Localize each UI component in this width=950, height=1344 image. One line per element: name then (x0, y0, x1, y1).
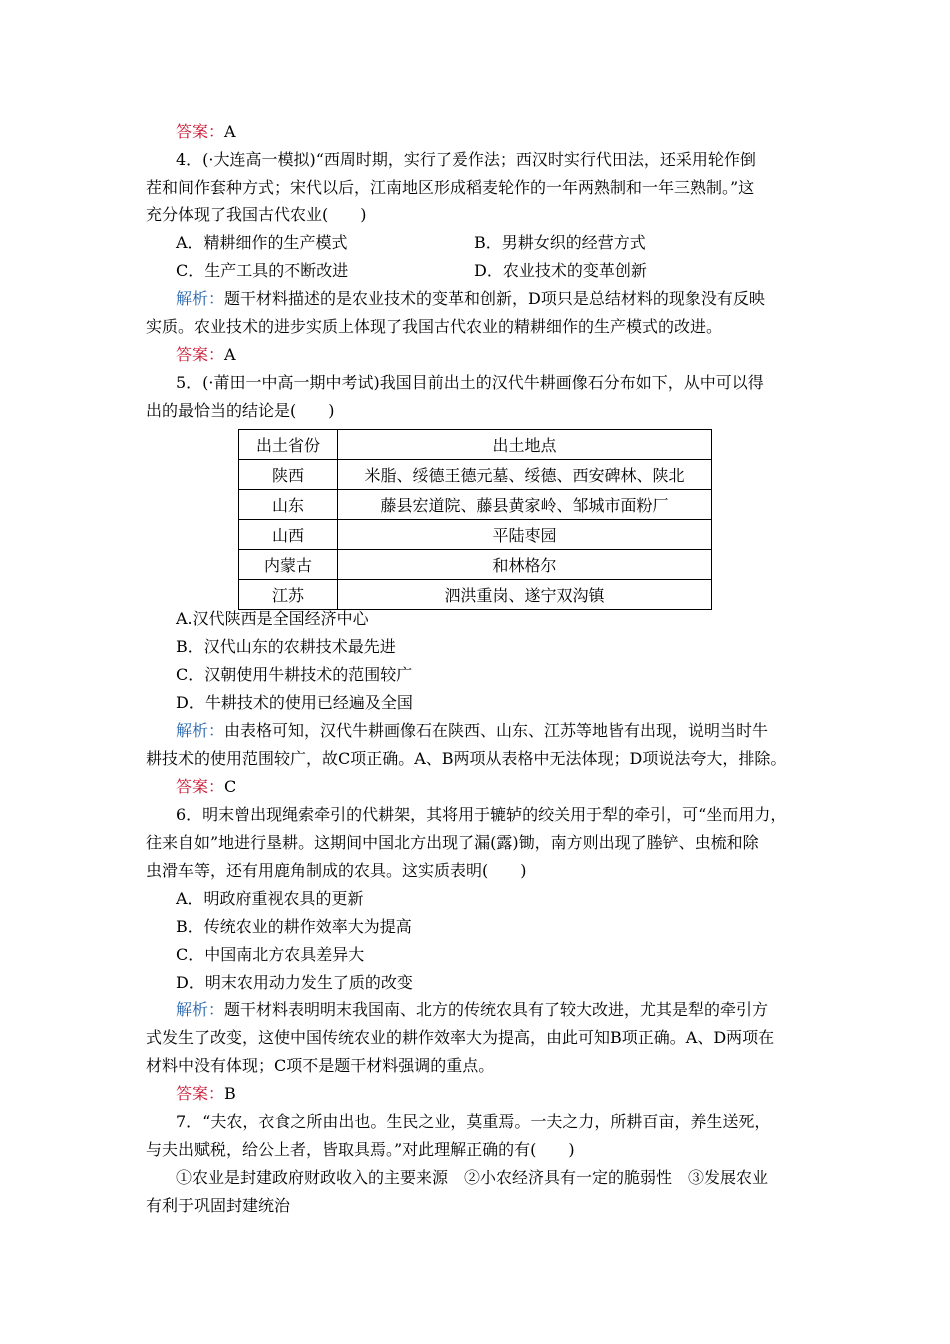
answer-value: C (224, 777, 237, 796)
table-cell-province: 内蒙古 (239, 550, 338, 580)
answer-label: 答案： (176, 122, 225, 141)
analysis-text-line-2: 式发生了改变，这使中国传统农业的耕作效率大为提高，由此可知B项正确。A、D两项在 (146, 1028, 775, 1047)
table-row (239, 460, 712, 490)
question-5-line-2: 出的最恰当的结论是( ) (146, 401, 335, 420)
answer-value: A (224, 345, 236, 364)
analysis-label: 解析： (176, 721, 225, 740)
option-a: A．精耕细作的生产模式 (176, 233, 348, 252)
table-header-province: 出土省份 (239, 430, 338, 460)
option-c: C．汉朝使用牛耕技术的范围较广 (176, 665, 413, 684)
option-d: D．牛耕技术的使用已经遍及全国 (176, 693, 413, 712)
excavation-table (238, 429, 712, 610)
question-6-line-1: 6．明末曾出现绳索牵引的代耕架，其将用于辘轳的绞关用于犁的牵引，可“坐而用力， (176, 805, 787, 824)
question-6-line-2: 往来自如”地进行垦耕。这期间中国北方出现了漏(露)锄，南方则出现了塍铲、虫梳和除 (146, 833, 759, 852)
question-7-items-line-1: ①农业是封建政府财政收入的主要来源 ②小农经济具有一定的脆弱性 ③发展农业 (176, 1168, 769, 1187)
option-a: A．明政府重视农具的更新 (176, 889, 364, 908)
question-4-line-2: 茬和间作套种方式；宋代以后，江南地区形成稻麦轮作的一年两熟制和一年三熟制。”这 (146, 178, 755, 197)
answer-row (176, 344, 236, 366)
answer-label: 答案： (176, 345, 225, 364)
table-header-row (239, 430, 712, 460)
answer-value: A (224, 122, 236, 141)
question-5-line-1: 5．(·莆田一中高一期中考试)我国目前出土的汉代牛耕画像石分布如下，从中可以得 (176, 373, 764, 392)
table-cell-province: 江苏 (239, 580, 338, 610)
analysis-row (176, 999, 768, 1021)
table-cell-province: 山西 (239, 520, 338, 550)
analysis-row (176, 288, 765, 310)
analysis-text: 题干材料表明明末我国南、北方的传统农具有了较大改进，尤其是犁的牵引方 (224, 1000, 769, 1019)
table-row (239, 490, 712, 520)
option-c: C．生产工具的不断改进 (176, 261, 349, 280)
option-b: B．汉代山东的农耕技术最先进 (176, 637, 396, 656)
table-cell-province: 陕西 (239, 460, 338, 490)
table-cell-province: 山东 (239, 490, 338, 520)
question-7-line-1: 7．“夫农，衣食之所由出也。生民之业，莫重焉。一夫之力，所耕百亩，养生送死， (176, 1112, 771, 1131)
answer-row (176, 121, 236, 143)
answer-label: 答案： (176, 1084, 225, 1103)
option-b: B．男耕女织的经营方式 (474, 233, 646, 252)
option-b: B．传统农业的耕作效率大为提高 (176, 917, 412, 936)
option-c: C．中国南北方农具差异大 (176, 945, 365, 964)
question-7-items-line-2: 有利于巩固封建统治 (146, 1196, 291, 1215)
analysis-label: 解析： (176, 289, 225, 308)
question-4-line-3: 充分体现了我国古代农业( ) (146, 205, 367, 224)
analysis-text-line-3: 材料中没有体现；C项不是题干材料强调的重点。 (146, 1056, 495, 1075)
analysis-text: 由表格可知，汉代牛耕画像石在陕西、山东、江苏等地皆有出现，说明当时牛 (224, 721, 769, 740)
table-row (239, 550, 712, 580)
table-cell-site: 米脂、绥德王德元墓、绥德、西安碑林、陕北 (338, 460, 712, 490)
analysis-row (176, 720, 768, 742)
answer-row (176, 776, 236, 798)
analysis-text-line-2: 实质。农业技术的进步实质上体现了我国古代农业的精耕细作的生产模式的改进。 (146, 317, 723, 336)
table-header-site: 出土地点 (338, 430, 712, 460)
table-cell-site: 平陆枣园 (338, 520, 712, 550)
question-4-line-1: 4．(·大连高一模拟)“西周时期，实行了爰作法；西汉时实行代田法，还采用轮作倒 (176, 150, 756, 169)
answer-row (176, 1083, 236, 1105)
answer-label: 答案： (176, 777, 225, 796)
option-d: D．明末农用动力发生了质的改变 (176, 973, 413, 992)
analysis-text-line-2: 耕技术的使用范围较广，故C项正确。A、B两项从表格中无法体现；D项说法夸大，排除。 (146, 749, 787, 768)
answer-value: B (224, 1084, 236, 1103)
table-cell-site: 藤县宏道院、藤县黄家岭、邹城市面粉厂 (338, 490, 712, 520)
table-cell-site: 和林格尔 (338, 550, 712, 580)
analysis-label: 解析： (176, 1000, 225, 1019)
question-6-line-3: 虫滑车等，还有用鹿角制成的农具。这实质表明( ) (146, 861, 527, 880)
question-7-line-2: 与夫出赋税，给公上者，皆取具焉。”对此理解正确的有( ) (146, 1140, 575, 1159)
option-d: D．农业技术的变革创新 (474, 261, 647, 280)
analysis-text: 题干材料描述的是农业技术的变革和创新，D项只是总结材料的现象没有反映 (224, 289, 765, 308)
table-cell-site: 泗洪重岗、遂宁双沟镇 (338, 580, 712, 610)
table-row (239, 520, 712, 550)
table-row (239, 580, 712, 610)
option-a: A.汉代陕西是全国经济中心 (176, 609, 369, 628)
